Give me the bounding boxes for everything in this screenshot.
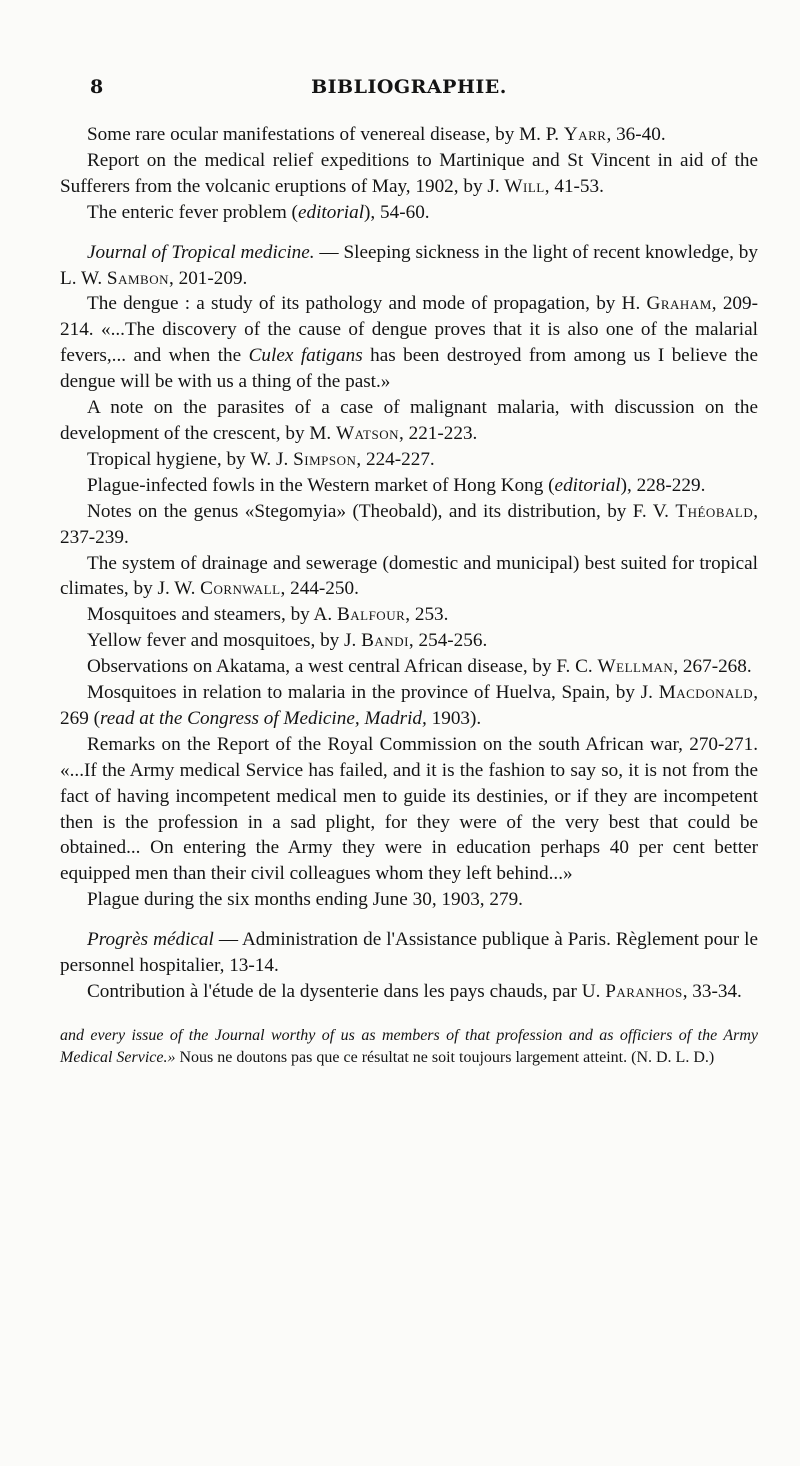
author-name: Will [504, 175, 545, 197]
author-name: Yarr [563, 124, 607, 145]
entry: Some rare ocular manifestations of venereal disease, by M. P. Yarr, 36-40. [87, 124, 666, 145]
entry: Report on the medical relief expeditions to Martinique and St Vincent in aid of the Sufferers from the volcanic eruptions of May, 1902, by J. Will, 41-53. [60, 149, 758, 197]
bibliography-body [60, 122, 758, 1069]
entry: A note on the parasites of a case of malignant malaria, with discussion on the development of the crescent, by M. Watson, 221-223. [60, 397, 758, 444]
journal-title: Progrès médical [87, 929, 214, 951]
entry: Observations on Akatama, a west central African disease, by F. C. Wellman, 267-268. [87, 656, 752, 678]
entry: Contribution à l'étude de la dysenterie dans les pays chauds, par U. Paranhos, 33-34. [87, 981, 742, 1002]
author-name: Watson [336, 422, 400, 444]
author-name: Paranhos [605, 981, 683, 1002]
entry: The enteric fever problem (editorial), 54-60. [87, 201, 430, 223]
entry: Yellow fever and mosquitoes, by J. Bandi, 254-256. [87, 630, 488, 652]
author-name: Graham [646, 293, 712, 315]
entry: The system of drainage and sewerage (domestic and municipal) best suited for tropical climates, by J. W. Cornwall, 244-250. [60, 552, 758, 600]
document-page [60, 76, 758, 1085]
page-header [60, 76, 758, 104]
entry: The dengue : a study of its pathology and mode of propagation, by H. Graham, 209-214. «...The discovery of the cause of dengue proves that it is also one of the malarial fevers,... and when the Culex fatigans has been destroyed from among us I believe the dengue will be with us a thing of the past.» [60, 293, 759, 393]
entry: Plague during the six months ending June 30, 1903, 279. [87, 889, 523, 911]
author-name: Wellman [597, 656, 674, 678]
author-name: Cornwall [200, 578, 281, 600]
entry: Mosquitoes and steamers, by A. Balfour, 253. [87, 604, 449, 626]
page-number: 8 [90, 76, 104, 98]
journal-title: Journal of Tropical medicine. [87, 241, 315, 263]
entry: Tropical hygiene, by W. J. Simpson, 224-227. [87, 448, 435, 470]
author-name: Théobald [675, 500, 754, 522]
journal-section: Journal of Tropical medicine. — Sleeping sickness in the light of recent knowledge, by L. W. Sambon, 201-209. [60, 241, 758, 289]
entry: Remarks on the Report of the Royal Commission on the south African war, 270-271. «...If the Army medical Service has failed, and it is the fashion to say so, it is not from the fact of having incompetent medical men to guide its destinies, or if they are incompetent then is the profession in a sad plight, for they were of the very best that could be obtained... On entering the Army they were in education perhaps 40 per cent better equipped men than their civil colleagues whom they left behind...» [60, 733, 758, 885]
journal-section: Progrès médical — Administration de l'Assistance publique à Paris. Règlement pour le personnel hospitalier, 13-14. [60, 929, 758, 977]
entry: Mosquitoes in relation to malaria in the province of Huelva, Spain, by J. Macdonald, 269 (read at the Congress of Medicine, Madrid, 1903). [60, 682, 758, 729]
author-name: Bandi [361, 630, 409, 652]
author-name: Sambon [106, 267, 169, 289]
author-name: Simpson [293, 448, 357, 470]
footnote: and every issue of the Journal worthy of us as members of that profession and as officiers of the Army Medical Service.» Nous ne doutons pas que ce résultat ne soit toujours largement atteint. (N. D. L. D.) [60, 1026, 758, 1066]
entry: Plague-infected fowls in the Western market of Hong Kong (editorial), 228-229. [87, 474, 706, 496]
page-title: BIBLIOGRAPHIE. [311, 76, 507, 98]
author-name: Balfour [336, 604, 406, 626]
entry: Notes on the genus «Stegomyia» (Theobald), and its distribution, by F. V. Théobald, 237-239. [60, 500, 758, 548]
author-name: Macdonald [658, 682, 754, 704]
